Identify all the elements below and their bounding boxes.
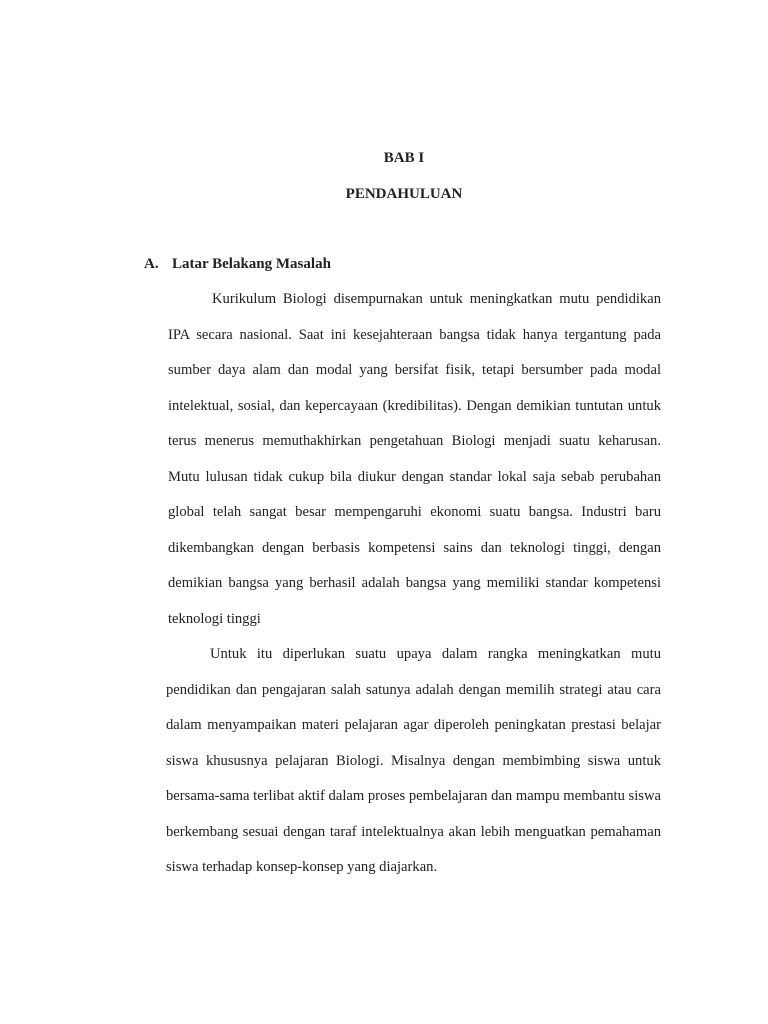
body-paragraph: Kurikulum Biologi disempurnakan untuk meningkatkan mutu pendidikan IPA secara nasional. Saat ini kesejahteraan bangsa tidak hanya tergantung pada sumber daya alam dan modal yang bersifat fisik, tetapi bersumber pada modal intelektual, sosial, dan kepercayaan (kredibilitas). Dengan demikian tuntutan untuk terus menerus memuthakhirkan pengetahuan Biologi menjadi suatu keharusan. Mutu lulusan tidak cukup bila diukur dengan standar lokal saja sebab perubahan global telah sangat besar mempengaruhi ekonomi suatu bangsa. Industri baru dikembangkan dengan berbasis kompetensi sains dan teknologi tinggi, dengan demikian bangsa yang berhasil adalah bangsa yang memiliki standar kompetensi teknologi tinggi [168,291,661,627]
section-letter: A. [144,256,159,272]
section-title: Latar Belakang Masalah [172,256,331,272]
section-heading [144,254,331,274]
chapter-title: PENDAHULUAN [345,186,463,202]
body-paragraph: Untuk itu diperlukan suatu upaya dalam rangka meningkatkan mutu pendidikan dan pengajaran salah satunya adalah dengan memilih strategi atau cara dalam menyampaikan materi pelajaran agar diperoleh peningkatan prestasi belajar siswa khususnya pelajaran Biologi. Misalnya dengan membimbing siswa untuk bersama-sama terlibat aktif dalam proses pembelajaran dan mampu membantu siswa berkembang sesuai dengan taraf intelektualnya akan lebih menguatkan pemahaman siswa terhadap konsep-konsep yang diajarkan. [166,646,661,875]
chapter-number: BAB I [383,150,425,166]
